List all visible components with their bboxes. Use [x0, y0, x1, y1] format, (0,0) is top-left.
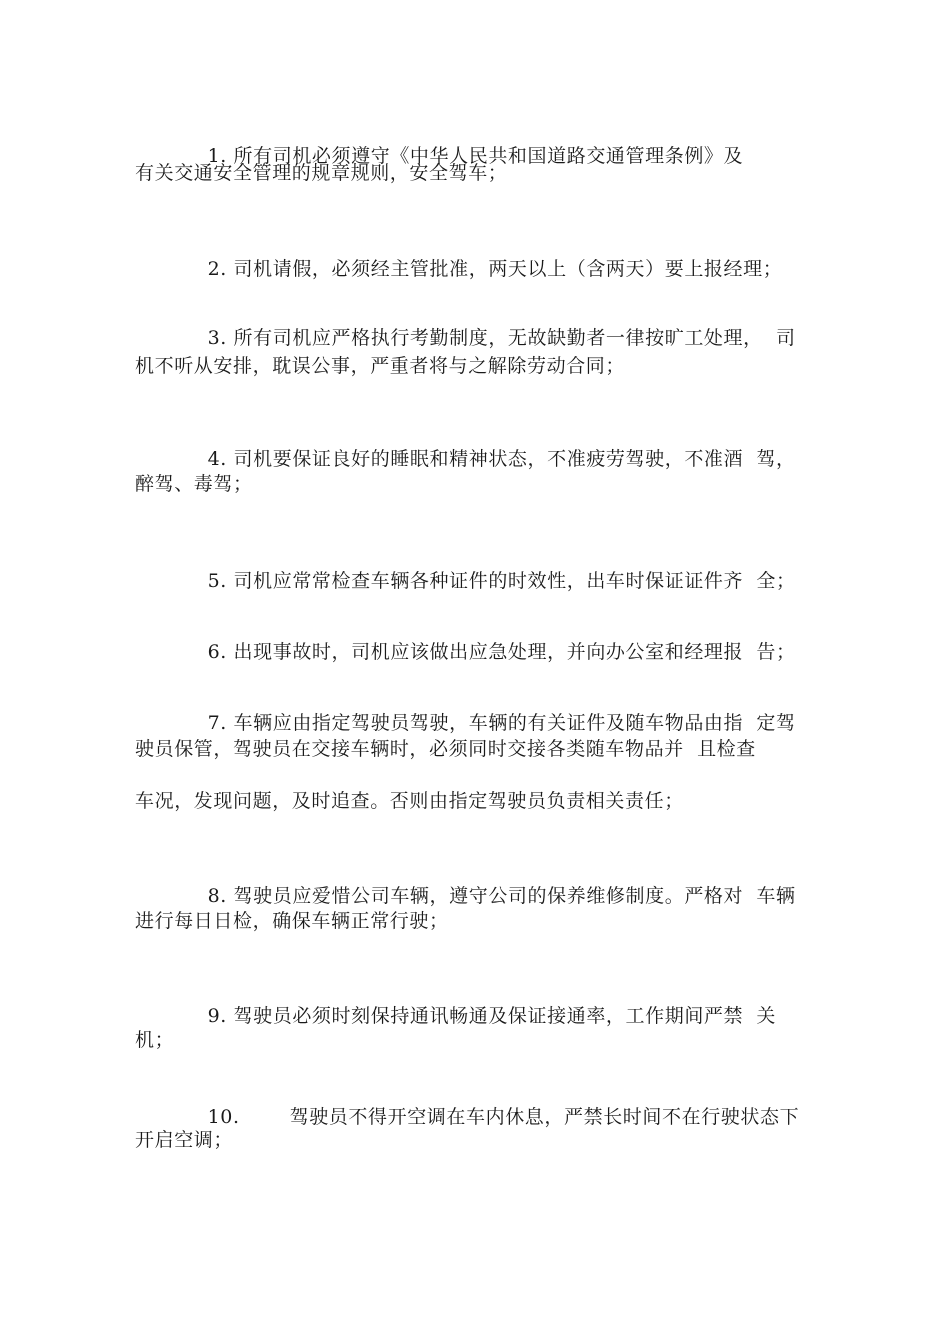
rule-10-text: 驾驶员不得开空调在车内休息，严禁长时间不在行驶状态下 — [289, 1106, 800, 1128]
rule-5-line-1 — [181, 542, 796, 620]
rule-1-number: 1. — [207, 145, 227, 167]
rule-2-line-1 — [181, 230, 782, 308]
rule-3-line-2: 机不听从安排，耽误公事，严重者将与之解除劳动合同； — [135, 355, 626, 377]
rule-4-line-1 — [181, 420, 796, 498]
rule-8-text: 驾驶员应爱惜公司车辆，遵守公司的保养维修制度。严格对 车辆 — [233, 885, 796, 907]
rule-10-line-2: 开启空调； — [135, 1129, 234, 1151]
rule-6-text: 出现事故时，司机应该做出应急处理，并向办公室和经理报 告； — [233, 641, 796, 663]
rule-9-line-1 — [181, 977, 776, 1055]
rule-10-number: 10. — [207, 1106, 240, 1128]
rule-1-line-2: 有关交通安全管理的规章规则，安全驾车； — [135, 162, 508, 184]
rule-8-line-2: 进行每日日检，确保车辆正常行驶； — [135, 910, 449, 932]
rule-4-number: 4. — [207, 448, 227, 470]
rule-9-number: 9. — [207, 1005, 227, 1027]
rule-6-line-1 — [181, 613, 796, 691]
rule-9-text: 驾驶员必须时刻保持通讯畅通及保证接通率，工作期间严禁 关 — [233, 1005, 777, 1027]
rule-2-text: 司机请假，必须经主管批准，两天以上（含两天）要上报经理； — [233, 258, 783, 280]
rule-3-number: 3. — [207, 327, 227, 349]
rule-10-line-1 — [181, 1078, 799, 1156]
rule-3-text: 所有司机应严格执行考勤制度，无故缺勤者一律按旷工处理， 司 — [233, 327, 796, 349]
rule-2-number: 2. — [207, 258, 227, 280]
rule-5-number: 5. — [207, 570, 227, 592]
rule-5-text: 司机应常常检查车辆各种证件的时效性，出车时保证证件齐 全； — [233, 570, 796, 592]
rule-6-number: 6. — [207, 641, 227, 663]
rule-1-text: 所有司机必须遵守《中华人民共和国道路交通管理条例》及 — [233, 145, 744, 167]
rule-7-number: 7. — [207, 712, 227, 734]
rule-9-line-2: 机； — [135, 1029, 175, 1051]
rule-8-number: 8. — [207, 885, 227, 907]
rule-7-line-2: 驶员保管，驾驶员在交接车辆时，必须同时交接各类随车物品并 且检查 — [135, 738, 756, 760]
rule-4-text: 司机要保证良好的睡眠和精神状态，不准疲劳驾驶，不准酒 驾， — [233, 448, 796, 470]
rule-4-line-2: 醉驾、毒驾； — [135, 473, 253, 495]
rule-7-line-3: 车况，发现问题，及时追查。否则由指定驾驶员负责相关责任； — [135, 790, 684, 812]
rule-7-text: 车辆应由指定驾驶员驾驶，车辆的有关证件及随车物品由指 定驾 — [233, 712, 796, 734]
